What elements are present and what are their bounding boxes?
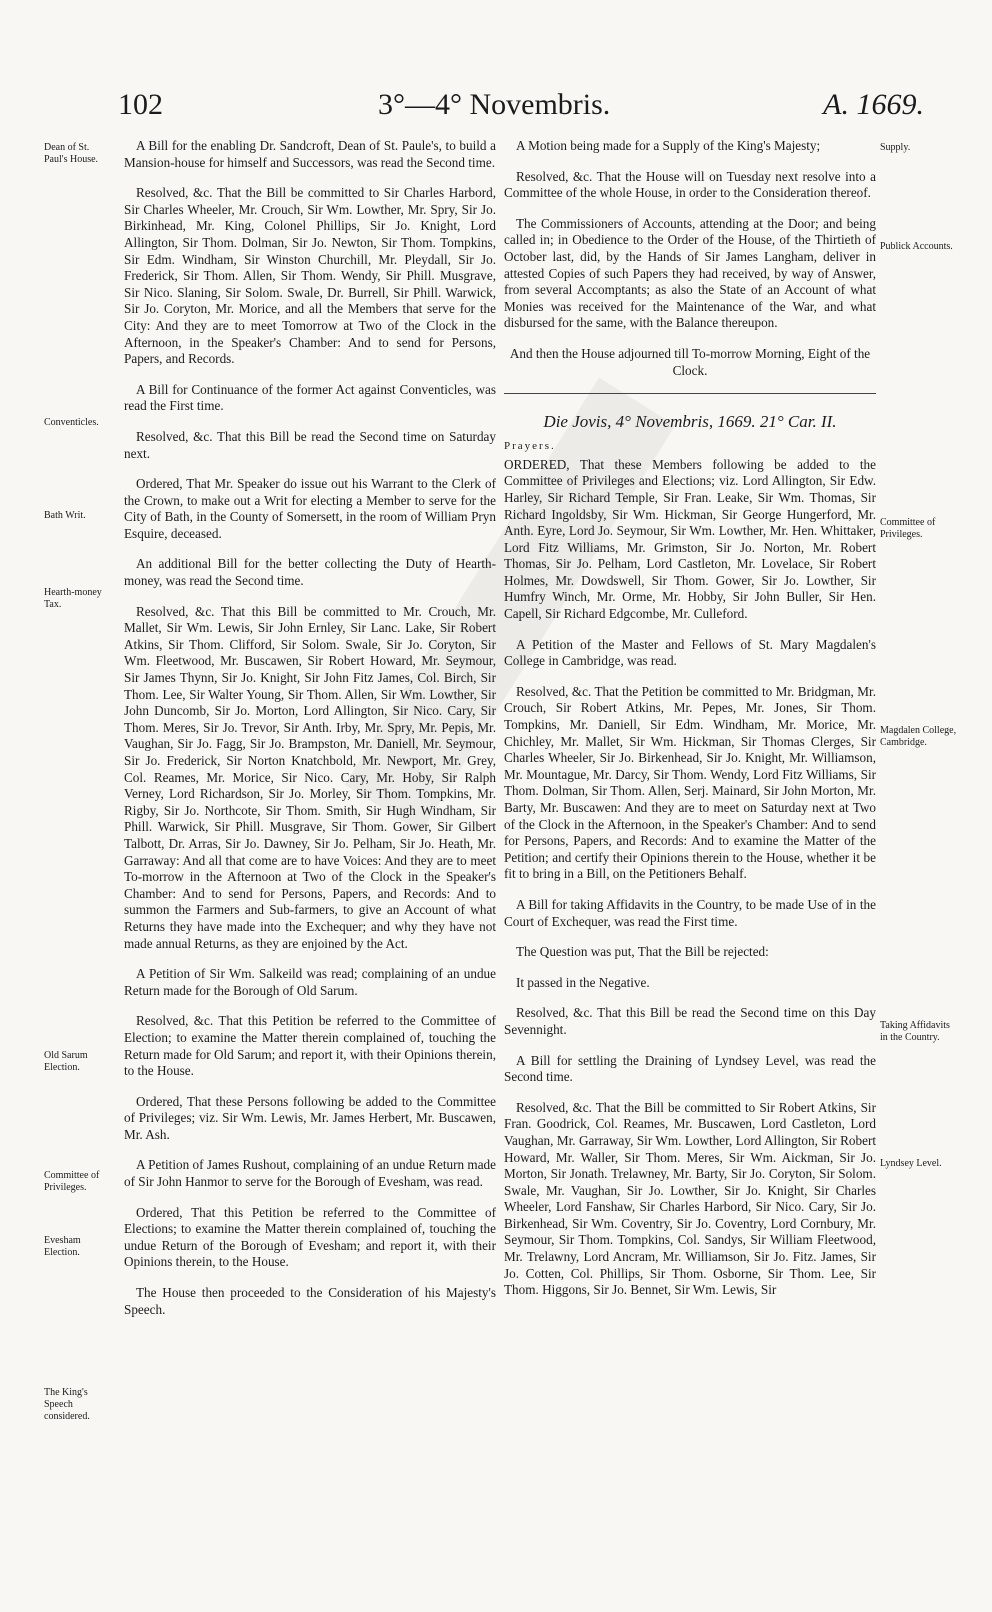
margin-note: The King's Speech considered. xyxy=(44,1387,90,1422)
paragraph: Resolved, &c. That the Bill be committed to Sir Robert Atkins, Sir Fran. Goodrick, Col. Reames, Mr. Buscawen, Lord Castleton, Lord Vaughan, Mr. Garraway, Sir Wm. Lowther, Lord Allington, Sir Robert Howard, Mr. Waller, Sir Thom. Meres, Sir Wm. Aickman, Sir Jo. Morton, Sir Jonath. Trelawney, Mr. Barty, Sir Jo. Coryton, Sir Solom. Swale, Mr. Vaughan, Sir Jo. Lowther, Sir Jo. Knight, Sir Charles Wheeler, Lord Fanshaw, Sir Charles Harbord, Sir Nico. Cary, Sir Jo. Birkenhead, Sir Wm. Coventry, Sir Jo. Coventry, Lord Cornbury, Mr. Seymour, Sir Thom. Tompkins, Col. Sandys, Sir William Fleetwood, Mr. Trelawny, Lord Ancram, Mr. Williamson, Sir Jo. Fitz. James, Sir Jo. Cotten, Col. Phillips, Sir Thom. Osborne, Sir Thom. Lee, Sir Thom. Higgons, Sir Jo. Bennet, Sir Wm. Lewis, Sir xyxy=(504,1099,876,1298)
margin-note: Taking Affidavits in the Country. xyxy=(880,1020,950,1043)
day-heading: Die Jovis, 4° Novembris, 1669. 21° Car. II. xyxy=(543,412,837,432)
paragraph: Resolved, &c. That this Petition be referred to the Committee of Election; to examine the Matter therein complained of, touching the Return made for Old Sarum; and report it, with their Opinions therein, to the House. xyxy=(124,1013,496,1079)
paragraph: And then the House adjourned till To-morrow Morning, Eight of the Clock. xyxy=(509,345,871,378)
margin-note: Committee of Privileges. xyxy=(880,517,936,540)
margin-note: Magdalen College, Cambridge. xyxy=(880,725,957,748)
paragraph: It passed in the Negative. xyxy=(516,974,650,990)
prayers-heading: Prayers. xyxy=(504,440,556,453)
paragraph: Resolved, &c. That this Bill be read the Second time on this Day Sevennight. xyxy=(504,1005,876,1037)
page-date: 3°—4° Novembris. xyxy=(378,88,611,121)
paragraph: A Petition of James Rushout, complaining of an undue Return made of Sir John Hanmor to serve for the Borough of Evesham, was read. xyxy=(124,1157,496,1190)
margin-note: Publick Accounts. xyxy=(880,241,953,252)
paragraph: A Bill for Continuance of the former Act against Conventicles, was read the First time. xyxy=(124,381,496,414)
left-column xyxy=(124,138,496,1332)
paragraph: A Petition of the Master and Fellows of St. Mary Magdalen's College in Cambridge, was read. xyxy=(504,636,876,669)
paragraph: ORDERED, That these Members following be added to the Committee of Privileges and Elections; viz. Lord Allington, Sir Edw. Harley, Sir Richard Temple, Sir Fran. Leake, Sir Wm. Thomas, Sir Richard Ingoldsby, Sir Wm. Hickman, Sir George Hungerford, Mr. Anth. Eyre, Lord Jo. Seymour, Sir Wm. Lowther, Mr. Hen. Whittaker, Lord Fitz Williams, Mr. Grimston, Sir Jo. Norton, Mr. Robert Thomas, Sir Jo. Pelham, Lord Castleton, Mr. Lovelace, Sir Robert Holmes, Mr. Dowdswell, Sir Thom. Gower, Sir Jo. Lowther, Sir Humfry Winch, Mr. Orme, Mr. Hobby, Sir John Buller, Sir Hen. Capell, Sir Richard Edgcombe, Mr. Culleford. xyxy=(504,456,876,622)
paragraph: An additional Bill for the better collecting the Duty of Hearth-money, was read the Second time. xyxy=(124,556,496,589)
divider xyxy=(504,393,876,394)
page-number: 102 xyxy=(118,88,163,121)
margin-note: Conventicles. xyxy=(44,417,99,428)
paragraph: A Bill for settling the Draining of Lyndsey Level, was read the Second time. xyxy=(504,1052,876,1085)
margin-note: Bath Writ. xyxy=(44,510,86,521)
margin-note: Committee of Privileges. xyxy=(44,1170,100,1193)
margin-note: Evesham Election. xyxy=(44,1235,81,1258)
paragraph: Ordered, That this Petition be referred to the Committee of Elections; to examine the Matter therein complained of, touching the undue Return of the Borough of Evesham; and report it, with their Opinions therein, to the House. xyxy=(124,1204,496,1270)
paragraph: Resolved, &c. That this Bill be committed to Mr. Crouch, Mr. Mallet, Sir Wm. Lewis, Sir John Ernley, Sir Lanc. Lake, Sir Robert Atkins, Sir Thom. Clifford, Sir Solom. Swale, Sir Jo. Coryton, Sir Wm. Fleetwood, Mr. Buscawen, Sir Robert Howard, Mr. Seymour, Sir James Thynn, Sir Jo. Knight, Sir John Fitz James, Col. Birch, Sir Thom. Lee, Sir Walter Young, Sir Thom. Allen, Sir Wm. Lowther, Sir John Duncomb, Sir Jo. Morton, Lord Allington, Sir Nico. Cary, Sir Thom. Meres, Sir Jo. Trevor, Sir Anth. Irby, Mr. Spry, Mr. Pepis, Mr. Vaughan, Sir Jo. Fagg, Sir Jo. Brampston, Mr. Daniell, Mr. Seymour, Sir Jo. Frederick, Sir Norton Knatchbold, Mr. Newport, Mr. Grey, Col. Reames, Mr. Morice, Sir Nico. Cary, Mr. Hoby, Sir Ralph Verney, Lord Richardson, Sir Jo. Morley, Sir Thom. Tompkins, Mr. Rigby, Sir Jo. Northcote, Sir Thom. Smith, Sir Hugh Windham, Sir Phill. Warwick, Sir Phill. Musgrave, Sir Thom. Gower, Sir Gilbert Talbott, Dr. Arras, Sir Jo. Dawney, Sir Jo. Pelham, Sir Jo. Heath, Mr. Garraway: And all that come are to have Voices: And they are to meet To-morrow in the Afternoon at Two of the Clock in the Speaker's Chamber: And to send for Persons, Papers, and Records: And to summon the Farmers and Sub-farmers, to give an Account of what Returns they have made into the Exchequer; and why they have not made annual Returns, as they are enjoined by the Act. xyxy=(124,603,496,951)
margin-note: Old Sarum Election. xyxy=(44,1050,88,1073)
paragraph: A Petition of Sir Wm. Salkeild was read; complaining of an undue Return made for the Borough of Old Sarum. xyxy=(124,966,496,998)
paragraph: The House then proceeded to the Consideration of his Majesty's Speech. xyxy=(124,1285,496,1317)
paragraph: Resolved, &c. That the Bill be committed to Sir Charles Harbord, Sir Charles Wheeler, Mr. Crouch, Sir Wm. Lowther, Mr. Spry, Sir Jo. Birkinhead, Mr. King, Colonel Phillips, Sir Jo. Knight, Lord Allington, Sir Thom. Dolman, Sir Jo. Newton, Sir Thom. Tompkins, Sir Edm. Windham, Sir Winston Churchill, Mr. Pleydall, Sir Jo. Frederick, Sir Thom. Allen, Sir Thom. Wendy, Sir Phill. Musgrave, Sir Nico. Slaning, Sir Solom. Swale, Dr. Burrell, Sir Phill. Warwick, Sir Jo. Coryton, Mr. Morice, and all the Members that serve for the City: And they are to meet Tomorrow at Two of the Clock in the Afternoon, in the Speaker's Chamber: And to send for Persons, Papers, and Records. xyxy=(124,185,496,367)
page-year: A. 1669. xyxy=(823,88,924,121)
paragraph: Ordered, That these Persons following be added to the Committee of Privileges; viz. Sir Wm. Lewis, Mr. James Herbert, Mr. Buscawen, Mr. Ash. xyxy=(124,1093,496,1142)
paragraph: A Bill for taking Affidavits in the Country, to be made Use of in the Court of Exchequer, was read the First time. xyxy=(504,896,876,929)
paragraph: A Motion being made for a Supply of the King's Majesty; xyxy=(516,138,821,153)
paragraph: Ordered, That Mr. Speaker do issue out his Warrant to the Clerk of the Crown, to make out a Writ for electing a Member to serve for the City of Bath, in the County of Somersett, in the room of William Pryn Esquire, deceased. xyxy=(124,476,496,541)
page-header xyxy=(118,88,944,128)
paragraph: Resolved, &c. That the Petition be committed to Mr. Bridgman, Mr. Crouch, Sir Robert Atkins, Mr. Pepes, Mr. Jones, Sir Thom. Tompkins, Mr. Daniell, Sir Edm. Windham, Mr. Morice, Mr. Chichley, Mr. Mallet, Sir Wm. Hickman, Sir Thomas Clerges, Sir Charles Wheeler, Sir Jo. Birkenhead, Sir Jo. Knight, Mr. Williamson, Mr. Mountague, Mr. Darcy, Sir Thom. Wendy, Lord Fitz Williams, Sir Thom. Dolman, Sir Thom. Allen, Serj. Mainard, Sir John Morton, Mr. Barty, Mr. Buscawen: And they are to meet on Saturday next at Two of the Clock in the Afternoon, in the Speaker's Chamber: And to send for Persons, Papers, and Records: And to examine the Matter of the Petition; and certify their Opinions therein to the House, whether it be fit to bring in a Bill, on the Petitioners Behalf. xyxy=(504,683,876,882)
right-column xyxy=(504,138,876,1313)
paragraph: Resolved, &c. That this Bill be read the Second time on Saturday next. xyxy=(124,428,496,461)
margin-note: Dean of St. Paul's House. xyxy=(44,142,99,165)
margin-note: Supply. xyxy=(880,142,911,153)
paragraph: Resolved, &c. That the House will on Tuesday next resolve into a Committee of the whole House, in order to the Consideration thereof. xyxy=(504,168,876,201)
paragraph: The Commissioners of Accounts, attending at the Door; and being called in; in Obedience to the Order of the House, of the Thirtieth of October last, did, by the Hands of Sir James Langham, deliver in attested Copies of such Papers they had received, by way of Answer, from several Accomptants; as also the State of an Account of what Monies was received for the Maintenance of the War, and what disbursed for the same, with the Balance thereupon. xyxy=(504,215,876,331)
margin-note: Lyndsey Level. xyxy=(880,1158,942,1169)
margin-note: Hearth-money Tax. xyxy=(44,587,102,610)
paragraph: The Question was put, That the Bill be rejected: xyxy=(516,944,769,960)
paragraph: A Bill for the enabling Dr. Sandcroft, Dean of St. Paule's, to build a Mansion-house for himself and Successors, was read the Second time. xyxy=(124,138,496,170)
